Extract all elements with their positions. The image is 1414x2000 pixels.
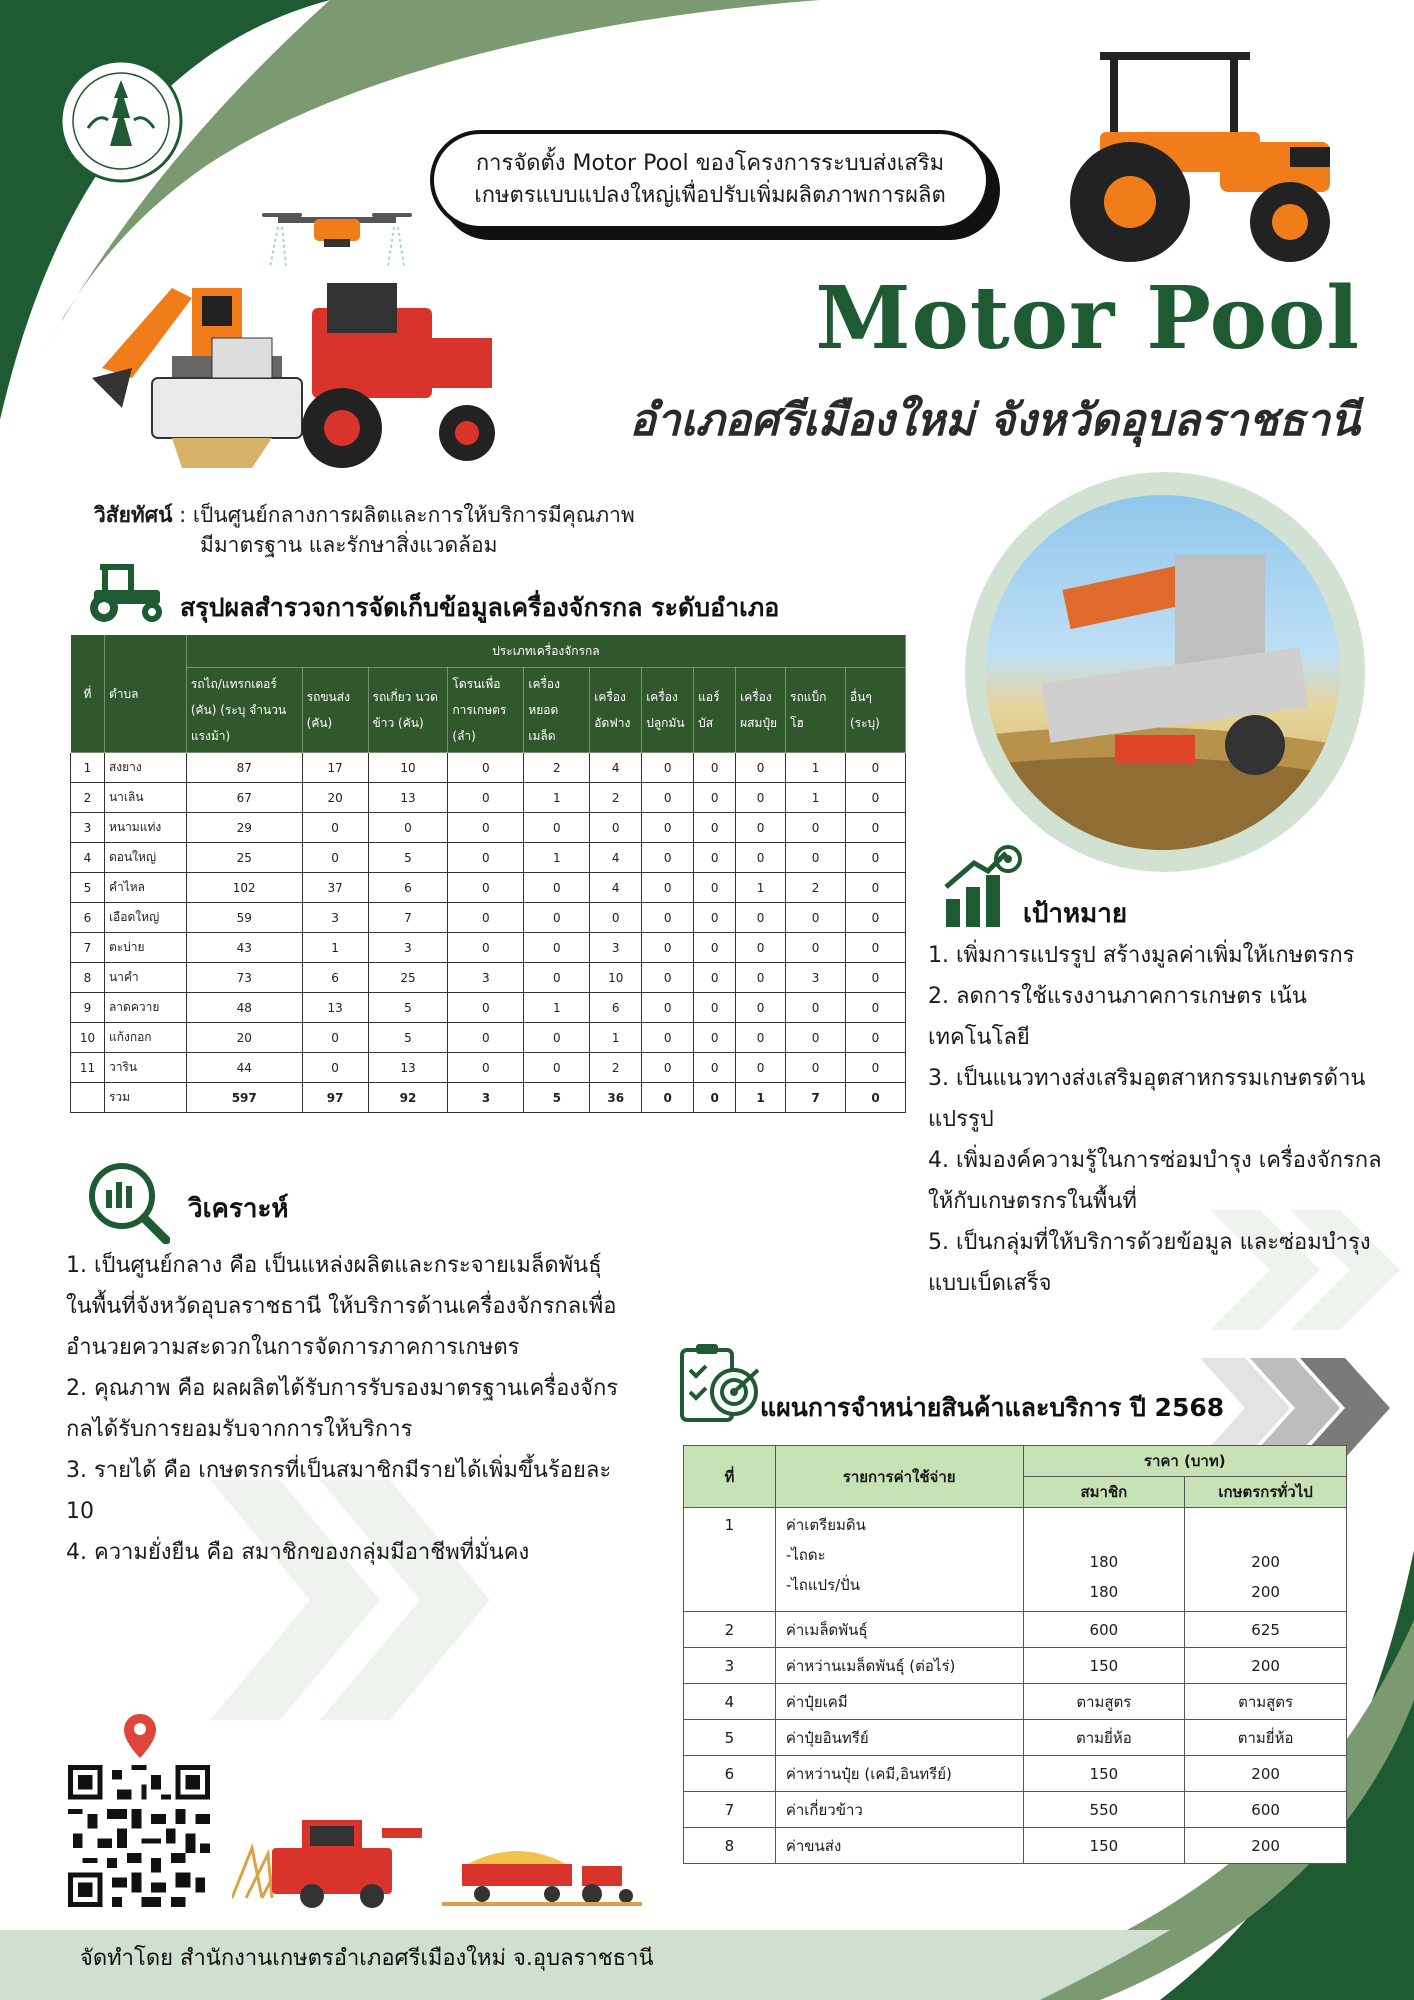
price-col-no: ที่ (684, 1446, 776, 1508)
survey-row-no: 5 (71, 873, 105, 903)
vision-line1: : เป็นศูนย์กลางการผลิตและการให้บริการมีคุณภาพ (172, 503, 635, 527)
table-row (684, 1684, 1347, 1720)
price-row1-general2: 200 (1251, 1583, 1280, 1601)
survey-cell: 0 (524, 1053, 590, 1083)
survey-cell: 0 (448, 903, 524, 933)
survey-cell: 0 (448, 813, 524, 843)
survey-cell: 20 (302, 783, 368, 813)
price-row-member: ตามยี่ห้อ (1023, 1720, 1185, 1756)
survey-cell: 0 (786, 1053, 846, 1083)
harvester-icon (232, 1808, 642, 1910)
table-row (71, 993, 906, 1023)
survey-cell: 0 (642, 813, 694, 843)
survey-row-name: เอือดใหญ่ (104, 903, 186, 933)
survey-cell: 0 (448, 753, 524, 783)
price-row-general: ตามยี่ห้อ (1185, 1720, 1347, 1756)
survey-cell: 0 (642, 963, 694, 993)
survey-cell: 0 (590, 903, 642, 933)
survey-cell: 0 (694, 843, 736, 873)
survey-col-no: ที่ (71, 635, 105, 753)
survey-cell: 0 (524, 1023, 590, 1053)
survey-cell: 0 (694, 813, 736, 843)
survey-cell: 0 (524, 903, 590, 933)
survey-cell: 0 (694, 1023, 736, 1053)
survey-cell: 67 (186, 783, 302, 813)
survey-cell: 4 (590, 753, 642, 783)
price-row-general: 200 (1185, 1828, 1347, 1864)
tractor-icon (80, 560, 170, 624)
survey-heading: สรุปผลสำรวจการจัดเก็บข้อมูลเครื่องจักรกล ระดับอำเภอ (180, 593, 780, 622)
survey-cell: 48 (186, 993, 302, 1023)
table-row (684, 1612, 1347, 1648)
survey-cell: 6 (302, 963, 368, 993)
plan-target-icon (676, 1340, 762, 1426)
price-row-member (1023, 1508, 1185, 1612)
price-row1-title: ค่าเตรียมดิน (785, 1516, 866, 1534)
survey-cell: 3 (302, 903, 368, 933)
survey-row-name: ตะบ่าย (104, 933, 186, 963)
survey-cell: 0 (736, 933, 786, 963)
survey-cell: 2 (590, 1053, 642, 1083)
survey-cell: 0 (786, 843, 846, 873)
survey-cell: 3 (590, 933, 642, 963)
price-row-member: 550 (1023, 1792, 1185, 1828)
survey-cell: 1 (524, 783, 590, 813)
survey-cell: 0 (694, 963, 736, 993)
price-row-item: ค่าปุ๋ยอินทรีย์ (775, 1720, 1023, 1756)
survey-cell: 0 (368, 813, 448, 843)
survey-cell: 0 (845, 843, 905, 873)
price-col-general: เกษตรกรทั่วไป (1185, 1477, 1347, 1508)
table-row (71, 843, 906, 873)
price-row-member: 150 (1023, 1828, 1185, 1864)
price-plan-heading: แผนการจำหน่ายสินค้าและบริการ ปี 2568 (760, 1393, 1225, 1422)
table-row (71, 1023, 906, 1053)
survey-col-type: รถแบ็ก โฮ (786, 668, 846, 753)
survey-cell: 0 (845, 963, 905, 993)
survey-cell: 0 (302, 813, 368, 843)
survey-cell: 0 (642, 933, 694, 963)
survey-cell: 1 (786, 783, 846, 813)
survey-cell: 0 (642, 873, 694, 903)
table-row (684, 1756, 1347, 1792)
survey-cell: 25 (368, 963, 448, 993)
survey-cell: 0 (845, 1083, 905, 1113)
price-row-general (1185, 1508, 1347, 1612)
price-col-price: ราคา (บาท) (1023, 1446, 1347, 1477)
survey-cell: 13 (302, 993, 368, 1023)
survey-cell: 10 (368, 753, 448, 783)
survey-cell: 3 (786, 963, 846, 993)
survey-cell: 5 (368, 993, 448, 1023)
survey-cell: 0 (694, 1083, 736, 1113)
survey-cell: 0 (642, 1053, 694, 1083)
vision-line2: มีมาตรฐาน และรักษาสิ่งแวดล้อม (200, 533, 498, 557)
survey-cell: 0 (694, 873, 736, 903)
goals-heading: เป้าหมาย (1023, 899, 1128, 929)
survey-cell: 3 (448, 1083, 524, 1113)
survey-cell: 0 (302, 1023, 368, 1053)
price-row-item: ค่าหว่านปุ๋ย (เคมี,อินทรีย์) (775, 1756, 1023, 1792)
harvester-photo (985, 495, 1340, 850)
price-row-general: 600 (1185, 1792, 1347, 1828)
survey-row-name: นาเลิน (104, 783, 186, 813)
survey-cell: 0 (642, 783, 694, 813)
goal-chart-icon (940, 843, 1026, 929)
survey-cell: 37 (302, 873, 368, 903)
survey-cell: 1 (524, 843, 590, 873)
survey-cell: 3 (448, 963, 524, 993)
table-row (684, 1828, 1347, 1864)
survey-row-no: 9 (71, 993, 105, 1023)
price-row1-member2: 180 (1089, 1583, 1119, 1601)
survey-row-name: ลาดควาย (104, 993, 186, 1023)
survey-cell: 5 (524, 1083, 590, 1113)
survey-cell: 102 (186, 873, 302, 903)
survey-cell: 43 (186, 933, 302, 963)
table-row (71, 933, 906, 963)
survey-cell: 7 (786, 1083, 846, 1113)
emblem-icon (58, 58, 184, 184)
list-item: 2. ลดการใช้แรงงานภาคการเกษตร เน้นเทคโนโลยี (928, 984, 1307, 1050)
survey-row-no: 4 (71, 843, 105, 873)
survey-col-type: รถเกี่ยว นวดข้าว (คัน) (368, 668, 448, 753)
survey-cell: 0 (736, 783, 786, 813)
survey-cell: 29 (186, 813, 302, 843)
price-row-item: ค่าปุ๋ยเคมี (775, 1684, 1023, 1720)
price-row-item: ค่าหว่านเมล็ดพันธุ์ (ต่อไร่) (775, 1648, 1023, 1684)
survey-cell: 0 (448, 843, 524, 873)
survey-cell: 0 (694, 783, 736, 813)
survey-group-header: ประเภทเครื่องจักรกล (186, 635, 905, 668)
survey-cell: 0 (786, 933, 846, 963)
price-row-item: ค่าเมล็ดพันธุ์ (775, 1612, 1023, 1648)
survey-cell: 0 (524, 963, 590, 993)
table-total-row (71, 1083, 906, 1113)
survey-col-type: รถขนส่ง (คัน) (302, 668, 368, 753)
survey-cell: 0 (448, 1023, 524, 1053)
survey-cell: 0 (590, 813, 642, 843)
price-col-item: รายการค่าใช้จ่าย (775, 1446, 1023, 1508)
price-row1-sub1: -ไถดะ (785, 1546, 826, 1564)
survey-cell: 6 (590, 993, 642, 1023)
price-row-no: 1 (684, 1508, 776, 1612)
project-title-line1: การจัดตั้ง Motor Pool ของโครงการระบบส่งเสริม (475, 151, 945, 176)
survey-cell: 0 (736, 1023, 786, 1053)
survey-cell: 0 (786, 813, 846, 843)
survey-cell: 1 (736, 1083, 786, 1113)
survey-cell: 0 (845, 753, 905, 783)
survey-cell: 0 (786, 903, 846, 933)
survey-cell: 36 (590, 1083, 642, 1113)
survey-cell: 0 (736, 1053, 786, 1083)
price-row-item: ค่าเกี่ยวข้าว (775, 1792, 1023, 1828)
table-row (71, 903, 906, 933)
survey-cell: 20 (186, 1023, 302, 1053)
survey-cell: 0 (845, 813, 905, 843)
survey-cell: 0 (736, 993, 786, 1023)
price-row-no: 2 (684, 1612, 776, 1648)
table-row (684, 1508, 1347, 1612)
survey-row-no: 11 (71, 1053, 105, 1083)
table-row (684, 1648, 1347, 1684)
table-row (71, 753, 906, 783)
price-row1-general1: 200 (1251, 1553, 1280, 1571)
survey-cell: 87 (186, 753, 302, 783)
price-row-member: ตามสูตร (1023, 1684, 1185, 1720)
survey-row-no: 7 (71, 933, 105, 963)
survey-cell: 4 (590, 843, 642, 873)
survey-cell: 10 (590, 963, 642, 993)
survey-cell: 3 (368, 933, 448, 963)
survey-cell: 0 (302, 843, 368, 873)
survey-cell: 0 (845, 903, 905, 933)
price-row-member: 600 (1023, 1612, 1185, 1648)
survey-row-name: วาริน (104, 1053, 186, 1083)
price-row-no: 8 (684, 1828, 776, 1864)
survey-row-name: นาคำ (104, 963, 186, 993)
price-row-no: 6 (684, 1756, 776, 1792)
survey-cell: 25 (186, 843, 302, 873)
survey-row-no: 8 (71, 963, 105, 993)
survey-cell: 17 (302, 753, 368, 783)
page-subtitle: อำเภอศรีเมืองใหม่ จังหวัดอุบลราชธานี (629, 395, 1360, 446)
survey-cell: 2 (590, 783, 642, 813)
survey-cell: 0 (302, 1053, 368, 1083)
survey-cell: 1 (524, 993, 590, 1023)
survey-cell: 0 (736, 963, 786, 993)
survey-cell: 1 (736, 873, 786, 903)
survey-cell: 0 (448, 1053, 524, 1083)
drone-icon (258, 205, 416, 275)
survey-row-no: 3 (71, 813, 105, 843)
survey-cell: 0 (694, 1053, 736, 1083)
location-pin-icon (122, 1712, 158, 1760)
survey-cell: 0 (845, 1053, 905, 1083)
survey-cell: 597 (186, 1083, 302, 1113)
survey-cell: 0 (524, 873, 590, 903)
survey-cell: 0 (642, 753, 694, 783)
survey-cell: 5 (368, 1023, 448, 1053)
price-col-member: สมาชิก (1023, 1477, 1185, 1508)
goals-list (928, 935, 1388, 1304)
price-row-no: 5 (684, 1720, 776, 1756)
list-item: 4. ความยั่งยืน คือ สมาชิกของกลุ่มมีอาชีพที่มั่นคง (66, 1540, 530, 1565)
survey-cell: 0 (642, 1083, 694, 1113)
price-row-item (775, 1508, 1023, 1612)
list-item: 2. คุณภาพ คือ ผลผลิตได้รับการรับรองมาตรฐานเครื่องจักรกลได้รับการยอมรับจากการให้บริการ (66, 1376, 619, 1442)
table-row (71, 813, 906, 843)
survey-cell: 0 (786, 993, 846, 1023)
survey-cell: 1 (590, 1023, 642, 1053)
survey-cell: 7 (368, 903, 448, 933)
survey-cell: 0 (642, 1023, 694, 1053)
table-row (71, 1053, 906, 1083)
survey-col-type: เครื่อง ปลูกมัน (642, 668, 694, 753)
survey-cell: 59 (186, 903, 302, 933)
list-item: 1. เป็นศูนย์กลาง คือ เป็นแหล่งผลิตและกระจายเมล็ดพันธุ์ในพื้นที่จังหวัดอุบลราชธานี ให้บริการด้านเครื่องจักรกลเพื่ออำนวยความสะดวกในการจัดการภาคการเกษตร (66, 1253, 617, 1360)
survey-row-name: รวม (104, 1083, 186, 1113)
survey-cell: 0 (845, 783, 905, 813)
survey-col-type: เครื่อง อัดฟาง (590, 668, 642, 753)
price-table (683, 1445, 1347, 1864)
survey-cell: 0 (736, 903, 786, 933)
survey-cell: 0 (448, 783, 524, 813)
survey-cell: 0 (642, 903, 694, 933)
price-row-general: ตามสูตร (1185, 1684, 1347, 1720)
vision-statement (94, 500, 814, 560)
analysis-heading: วิเคราะห์ (188, 1194, 289, 1224)
survey-cell: 0 (694, 933, 736, 963)
survey-cell: 5 (368, 843, 448, 873)
survey-cell: 0 (694, 993, 736, 1023)
list-item: 1. เพิ่มการแปรรูป สร้างมูลค่าเพิ่มให้เกษตรกร (928, 943, 1355, 968)
survey-cell: 0 (845, 993, 905, 1023)
survey-cell: 0 (448, 873, 524, 903)
survey-table (70, 634, 906, 1113)
survey-cell: 0 (736, 753, 786, 783)
table-row (684, 1792, 1347, 1828)
table-row (71, 873, 906, 903)
price-row-no: 3 (684, 1648, 776, 1684)
survey-row-name: ดอนใหญ่ (104, 843, 186, 873)
list-item: 4. เพิ่มองค์ความรู้ในการซ่อมบำรุง เครื่องจักรกลให้กับเกษตรกรในพื้นที่ (928, 1148, 1382, 1214)
survey-cell: 97 (302, 1083, 368, 1113)
harvester-icon (92, 268, 502, 473)
qr-code (68, 1765, 210, 1907)
price-row-item: ค่าขนส่ง (775, 1828, 1023, 1864)
survey-cell: 0 (642, 843, 694, 873)
survey-cell: 0 (694, 753, 736, 783)
price-row-general: 625 (1185, 1612, 1347, 1648)
survey-cell: 6 (368, 873, 448, 903)
survey-cell: 0 (642, 993, 694, 1023)
project-title-line2: เกษตรแบบแปลงใหญ่เพื่อปรับเพิ่มผลิตภาพการผลิต (474, 183, 946, 208)
survey-row-no: 1 (71, 753, 105, 783)
list-item: 3. รายได้ คือ เกษตรกรที่เป็นสมาชิกมีรายได้เพิ่มขึ้นร้อยละ 10 (66, 1458, 612, 1524)
survey-cell: 0 (694, 903, 736, 933)
survey-row-no: 10 (71, 1023, 105, 1053)
analysis-icon (86, 1160, 170, 1244)
price-row1-member1: 180 (1089, 1553, 1119, 1571)
survey-cell: 2 (786, 873, 846, 903)
survey-cell: 92 (368, 1083, 448, 1113)
survey-cell: 4 (590, 873, 642, 903)
survey-col-type: เครื่อง ผสมปุ๋ย (736, 668, 786, 753)
survey-cell: 0 (845, 933, 905, 963)
survey-row-no: 2 (71, 783, 105, 813)
table-row (71, 783, 906, 813)
survey-cell: 0 (448, 993, 524, 1023)
list-item: 5. เป็นกลุ่มที่ให้บริการด้วยข้อมูล และซ่อมบำรุงแบบเบ็ดเสร็จ (928, 1230, 1371, 1296)
survey-cell: 44 (186, 1053, 302, 1083)
price-row-no: 7 (684, 1792, 776, 1828)
price-row1-sub2: -ไถแปร/ปั่น (785, 1576, 860, 1594)
survey-cell: 1 (302, 933, 368, 963)
survey-row-name: คำไหล (104, 873, 186, 903)
survey-cell: 0 (845, 1023, 905, 1053)
price-row-general: 200 (1185, 1756, 1347, 1792)
survey-cell: 0 (524, 933, 590, 963)
survey-col-type: แอร์บัส (694, 668, 736, 753)
price-row-member: 150 (1023, 1648, 1185, 1684)
survey-row-no (71, 1083, 105, 1113)
survey-row-name: สงยาง (104, 753, 186, 783)
price-row-member: 150 (1023, 1756, 1185, 1792)
project-title-pill (430, 130, 990, 230)
survey-cell: 73 (186, 963, 302, 993)
survey-col-type: รถไถ/แทรกเตอร์ (คัน) (ระบุ จำนวนแรงม้า) (186, 668, 302, 753)
table-row (684, 1720, 1347, 1756)
survey-cell: 0 (524, 813, 590, 843)
survey-cell: 13 (368, 783, 448, 813)
survey-cell: 0 (845, 873, 905, 903)
survey-cell: 0 (448, 933, 524, 963)
tractor-icon (1040, 42, 1350, 267)
survey-cell: 0 (786, 1023, 846, 1053)
footer-credit: จัดทำโดย สำนักงานเกษตรอำเภอศรีเมืองใหม่ จ.อุบลราชธานี (80, 1946, 654, 1971)
survey-col-name: ตำบล (104, 635, 186, 753)
survey-col-type: เครื่อง หยอด เมล็ด (524, 668, 590, 753)
survey-cell: 0 (736, 843, 786, 873)
survey-col-type: โดรนเพื่อ การเกษตร (ลำ) (448, 668, 524, 753)
table-row (71, 963, 906, 993)
survey-cell: 0 (736, 813, 786, 843)
survey-col-type: อื่นๆ (ระบุ) (845, 668, 905, 753)
survey-cell: 1 (786, 753, 846, 783)
survey-row-no: 6 (71, 903, 105, 933)
vision-label: วิสัยทัศน์ (94, 503, 173, 527)
price-row-no: 4 (684, 1684, 776, 1720)
list-item: 3. เป็นแนวทางส่งเสริมอุตสาหกรรมเกษตรด้านแปรรูป (928, 1066, 1366, 1132)
survey-row-name: หนามแท่ง (104, 813, 186, 843)
survey-cell: 2 (524, 753, 590, 783)
survey-cell: 13 (368, 1053, 448, 1083)
survey-row-name: แก้งกอก (104, 1023, 186, 1053)
page-title: Motor Pool (815, 268, 1360, 369)
price-row-general: 200 (1185, 1648, 1347, 1684)
analysis-list (66, 1245, 626, 1573)
